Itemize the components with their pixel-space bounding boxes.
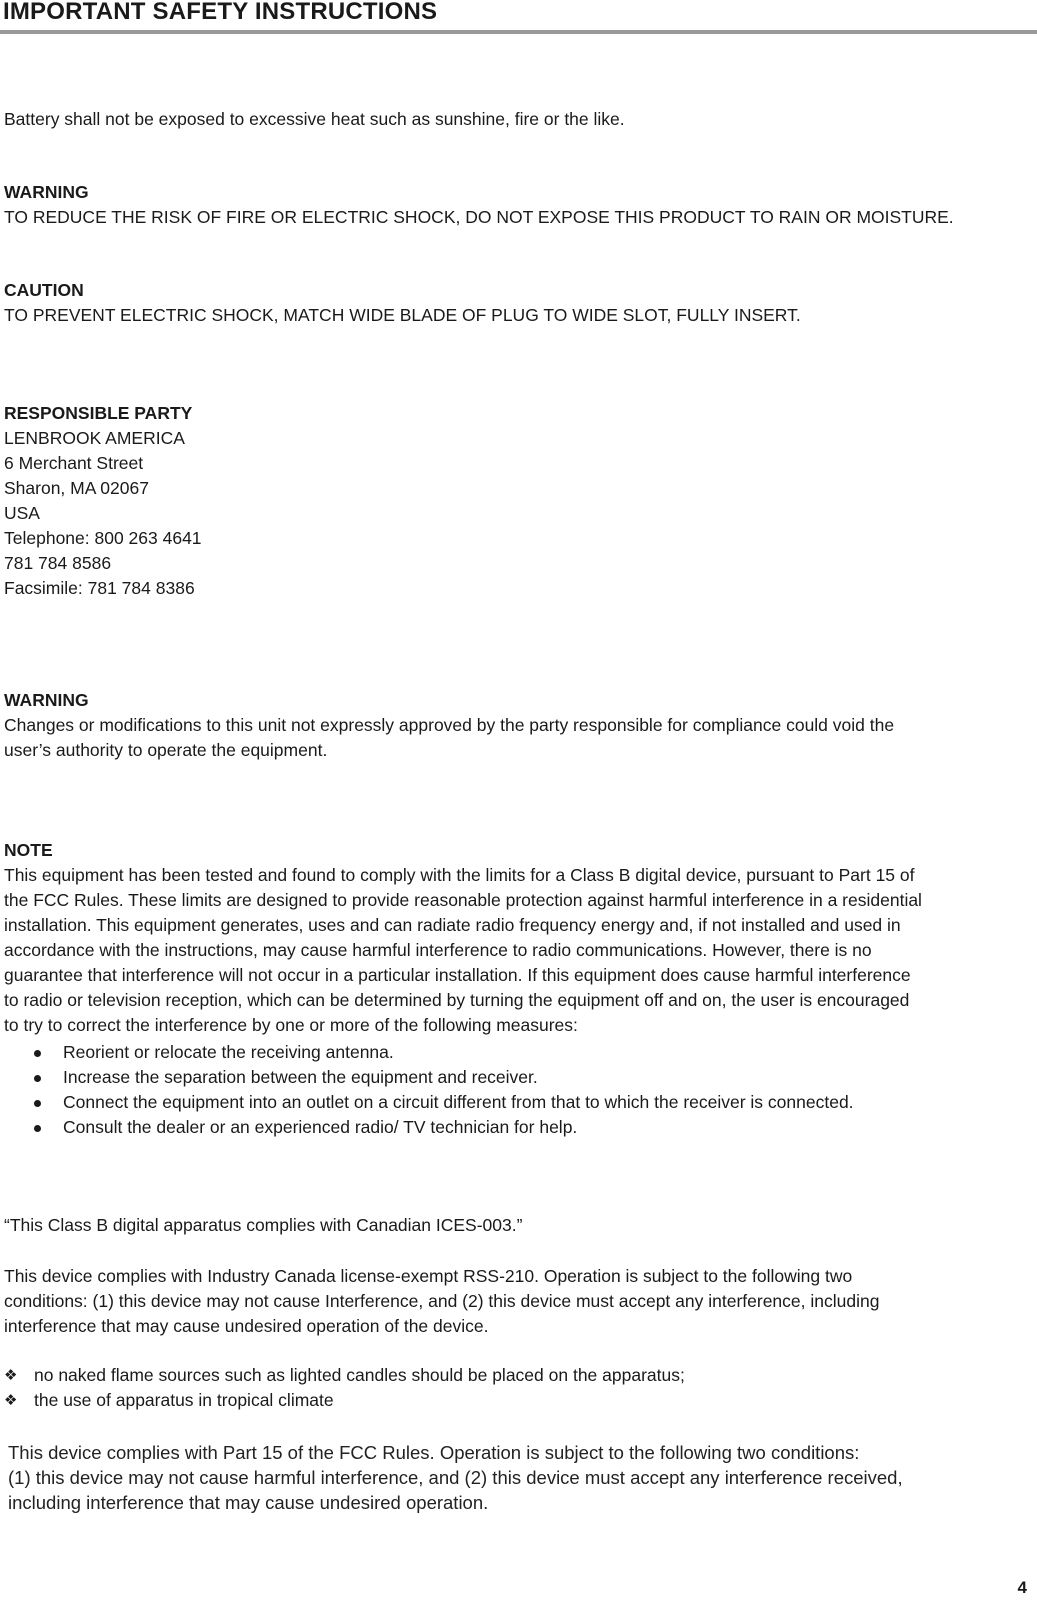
- note-line: accordance with the instructions, may cause harmful interference to radio communications. However, there is no: [4, 940, 872, 960]
- header-rule: [0, 30, 1037, 34]
- responsible-party-telephone: Telephone: 800 263 4641: [4, 528, 202, 548]
- ices-statement: [4, 1213, 1034, 1238]
- rss-statement: [4, 1264, 1034, 1339]
- warning-moisture-text: TO REDUCE THE RISK OF FIRE OR ELECTRIC SHOCK, DO NOT EXPOSE THIS PRODUCT TO RAIN OR MOISTURE.: [4, 207, 954, 227]
- note-line: to try to correct the interference by one or more of the following measures:: [4, 1015, 578, 1035]
- responsible-party-street: 6 Merchant Street: [4, 453, 144, 473]
- note-heading: NOTE: [4, 840, 53, 860]
- interference-measures-list: [4, 1040, 854, 1140]
- note-line: to radio or television reception, which can be determined by turning the equipment off and on, the user is encouraged: [4, 990, 910, 1010]
- note-line: installation. This equipment generates, uses and can radiate radio frequency energy and, if not installed and used in: [4, 915, 901, 935]
- apparatus-note-item: ❖ no naked flame sources such as lighted candles should be placed on the apparatus;: [4, 1363, 685, 1388]
- responsible-party-heading: RESPONSIBLE PARTY: [4, 403, 193, 423]
- bullet-dot-icon: [34, 1075, 41, 1082]
- rss-line: This device complies with Industry Canada license-exempt RSS-210. Operation is subject to the following two: [4, 1266, 853, 1286]
- ices-text: “This Class B digital apparatus complies with Canadian ICES-003.”: [4, 1215, 523, 1235]
- rss-line: conditions: (1) this device may not cause Interference, and (2) this device must accept any interference, including: [4, 1291, 880, 1311]
- diamond-bullet-icon: ❖: [4, 1391, 18, 1409]
- caution-heading: CAUTION: [4, 280, 84, 300]
- fcc-line: This device complies with Part 15 of the FCC Rules. Operation is subject to the following two conditions:: [8, 1442, 860, 1463]
- page-header: [0, 0, 1037, 36]
- warning-moisture-heading: WARNING: [4, 182, 89, 202]
- warning-modifications-heading: WARNING: [4, 690, 89, 710]
- warning-modifications-line: Changes or modifications to this unit not expressly approved by the party responsible for compliance could void the: [4, 715, 895, 735]
- battery-notice: [4, 107, 1034, 132]
- warning-moisture-section: [4, 180, 1034, 230]
- rss-line: interference that may cause undesired operation of the device.: [4, 1316, 489, 1336]
- responsible-party-section: [4, 401, 1034, 601]
- responsible-party-company: LENBROOK AMERICA: [4, 428, 185, 448]
- fcc-line: including interference that may cause undesired operation.: [8, 1492, 489, 1513]
- responsible-party-telephone-alt: 781 784 8586: [4, 553, 112, 573]
- note-line: the FCC Rules. These limits are designed to provide reasonable protection against harmful interference in a residential: [4, 890, 922, 910]
- note-line: guarantee that interference will not occur in a particular installation. If this equipment does cause harmful interference: [4, 965, 911, 985]
- battery-text: Battery shall not be exposed to excessive heat such as sunshine, fire or the like.: [4, 109, 625, 129]
- apparatus-notes-list: [4, 1363, 685, 1413]
- page-title: IMPORTANT SAFETY INSTRUCTIONS: [3, 0, 438, 25]
- responsible-party-country: USA: [4, 503, 40, 523]
- bullet-dot-icon: [34, 1050, 41, 1057]
- responsible-party-city: Sharon, MA 02067: [4, 478, 149, 498]
- note-line: This equipment has been tested and found to comply with the limits for a Class B digital device, pursuant to Part 15 of: [4, 865, 915, 885]
- fcc-part15-statement: [8, 1440, 903, 1515]
- fcc-line: (1) this device may not cause harmful interference, and (2) this device must accept any interference received,: [8, 1467, 903, 1488]
- diamond-bullet-icon: ❖: [4, 1366, 18, 1384]
- bullet-dot-icon: [34, 1125, 41, 1132]
- measure-item: Reorient or relocate the receiving antenna.: [4, 1040, 854, 1065]
- warning-modifications-section: [4, 688, 1034, 763]
- bullet-dot-icon: [34, 1100, 41, 1107]
- apparatus-note-item: ❖ the use of apparatus in tropical climate: [4, 1388, 685, 1413]
- responsible-party-facsimile: Facsimile: 781 784 8386: [4, 578, 195, 598]
- measure-item: Consult the dealer or an experienced radio/ TV technician for help.: [4, 1115, 854, 1140]
- note-section: [4, 838, 1034, 1038]
- caution-text: TO PREVENT ELECTRIC SHOCK, MATCH WIDE BLADE OF PLUG TO WIDE SLOT, FULLY INSERT.: [4, 305, 801, 325]
- measure-item: Connect the equipment into an outlet on a circuit different from that to which the receiver is connected.: [4, 1090, 854, 1115]
- warning-modifications-line: user’s authority to operate the equipment.: [4, 740, 328, 760]
- measure-item: Increase the separation between the equipment and receiver.: [4, 1065, 854, 1090]
- caution-section: [4, 278, 1034, 328]
- page-number: 4: [1017, 1578, 1027, 1597]
